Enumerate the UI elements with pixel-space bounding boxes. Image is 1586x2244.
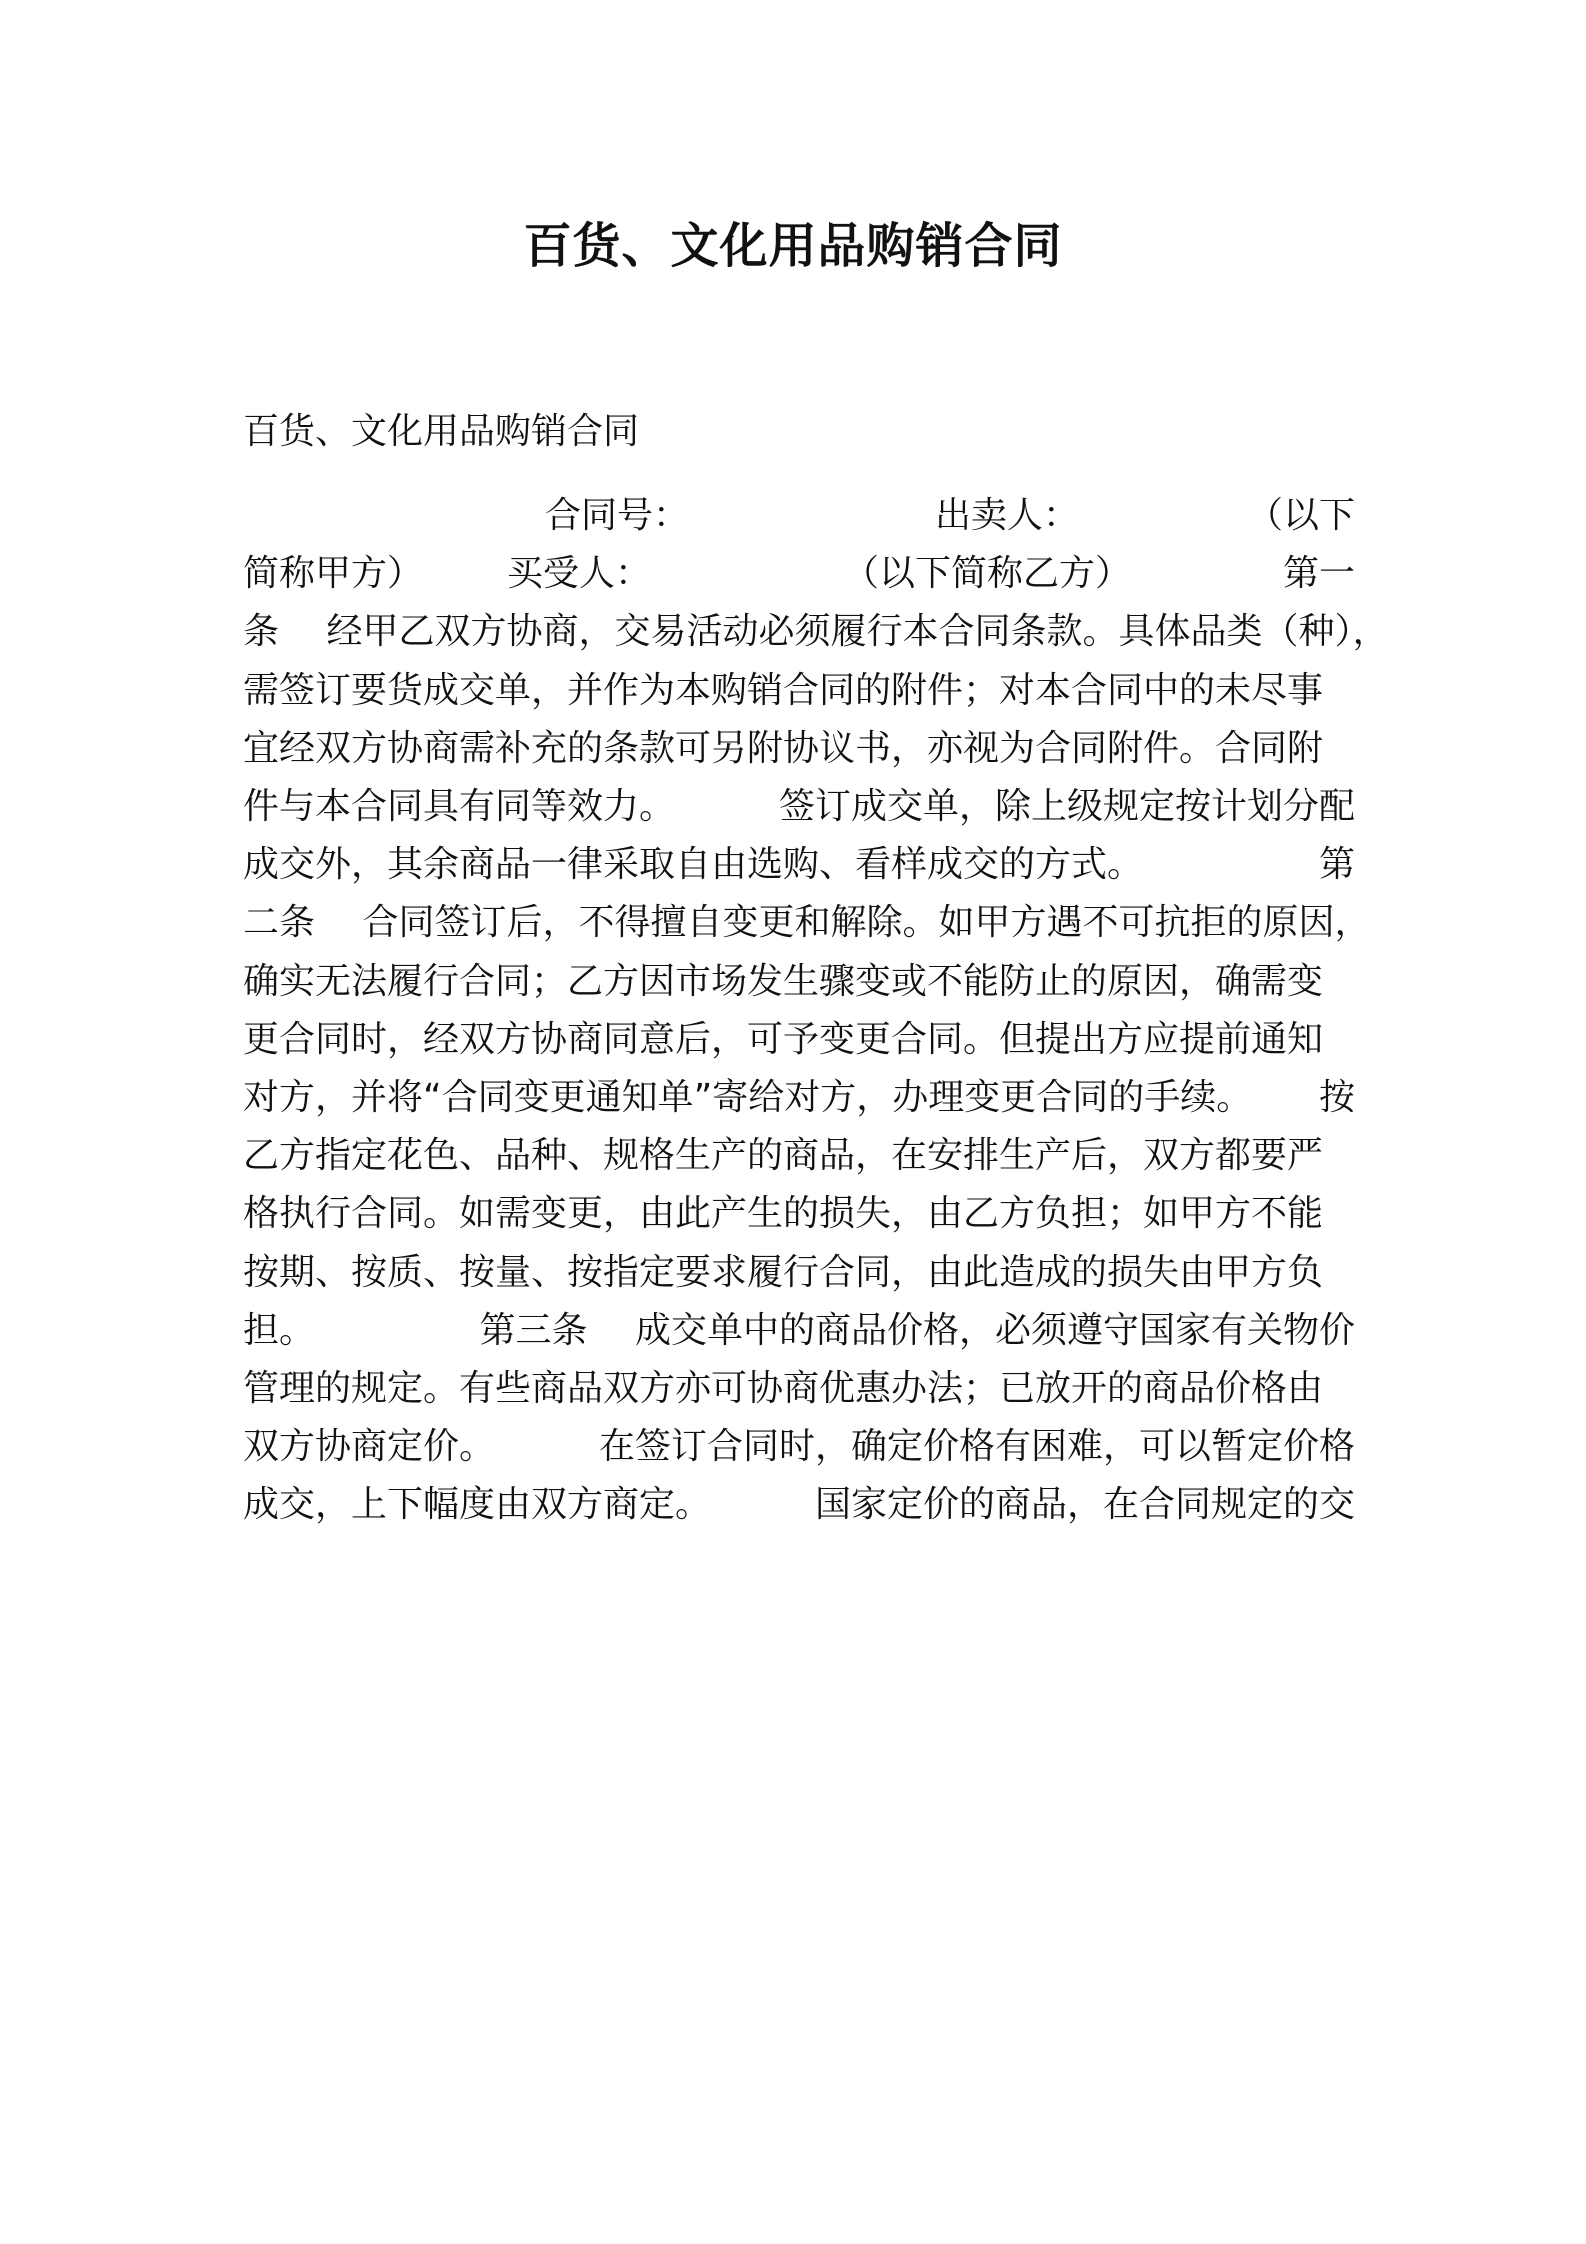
line-segment: 确实无法履行合同；乙方因市场发生骤变或不能防止的原因，确需变: [243, 960, 1324, 1002]
body-line: [243, 1070, 1355, 1126]
body-line: [243, 1419, 1355, 1475]
line-segment: 宜经双方协商需补充的条款可另附协议书，亦视为合同附件。合同附: [243, 727, 1324, 769]
body-line: [243, 546, 1355, 602]
line-segment: 对方，并将“合同变更通知单”寄给对方，办理变更合同的手续。: [243, 1077, 1253, 1118]
body-line: [243, 1012, 1355, 1068]
line-segment: 二条 合同签订后，不得擅自变更和解除。如甲方遇不可抗拒的原因，: [243, 902, 1371, 944]
body-line: [243, 1477, 1355, 1533]
body-line: [243, 837, 1355, 893]
line-segment: 条 经甲乙双方协商，交易活动必须履行本合同条款。具体品类（种），: [243, 611, 1389, 653]
line-segment: 在签订合同时，确定价格有困难，可以暂定价格: [598, 1426, 1355, 1468]
line-segment: 按期、按质、按量、按指定要求履行合同，由此造成的损失由甲方负: [243, 1251, 1324, 1293]
line-segment: 成交，上下幅度由双方商定。: [243, 1484, 712, 1526]
document-subtitle: 百货、文化用品购销合同: [243, 411, 640, 452]
line-segment: 简称甲方）: [243, 553, 424, 595]
body-line: [243, 779, 1355, 835]
line-segment: 出卖人：: [935, 495, 1080, 536]
body-line: [243, 895, 1371, 951]
line-segment: 签订成交单，除上级规定按计划分配: [778, 786, 1355, 827]
line-segment: 第一: [1282, 553, 1355, 595]
line-segment: 合同号：: [545, 495, 690, 536]
body-line: [243, 721, 1355, 777]
line-segment: 国家定价的商品，在合同规定的交: [814, 1484, 1355, 1526]
line-segment: 成交外，其余商品一律采取自由选购、看样成交的方式。: [243, 844, 1144, 886]
line-segment: 第: [1318, 844, 1355, 886]
document-title: 百货、文化用品购销合同: [523, 218, 1063, 274]
line-segment: （以下: [1246, 495, 1355, 536]
line-segment: 更合同时，经双方协商同意后，可予变更合同。但提出方应提前通知: [243, 1018, 1324, 1060]
line-segment: 按: [1318, 1077, 1355, 1118]
line-segment: 格执行合同。如需变更，由此产生的损失，由乙方负担；如甲方不能: [243, 1193, 1324, 1235]
line-segment: 担。: [243, 1309, 316, 1351]
line-segment: 管理的规定。有些商品双方亦可协商优惠办法；已放开的商品价格由: [243, 1368, 1324, 1409]
line-segment: 双方协商定价。: [243, 1426, 496, 1468]
line-segment: 乙方指定花色、品种、规格生产的商品，在安排生产后，双方都要严: [243, 1135, 1324, 1177]
line-segment: 买受人：: [507, 553, 652, 595]
body-line: [243, 1303, 1355, 1359]
line-segment: 需签订要货成交单，并作为本购销合同的附件；对本合同中的未尽事: [243, 669, 1324, 711]
line-segment: （以下简称乙方）: [843, 553, 1132, 595]
body-line: [243, 604, 1389, 660]
line-segment: 件与本合同具有同等效力。: [243, 786, 676, 827]
line-segment: 第三条 成交单中的商品价格，必须遵守国家有关物价: [479, 1309, 1355, 1351]
body-line: [243, 1361, 1355, 1417]
body-line: [243, 488, 1355, 544]
body-line: [243, 1128, 1355, 1184]
body-line: [243, 954, 1355, 1010]
body-line: [243, 1245, 1355, 1301]
body-line: [243, 663, 1355, 719]
body-line: [243, 1186, 1355, 1242]
